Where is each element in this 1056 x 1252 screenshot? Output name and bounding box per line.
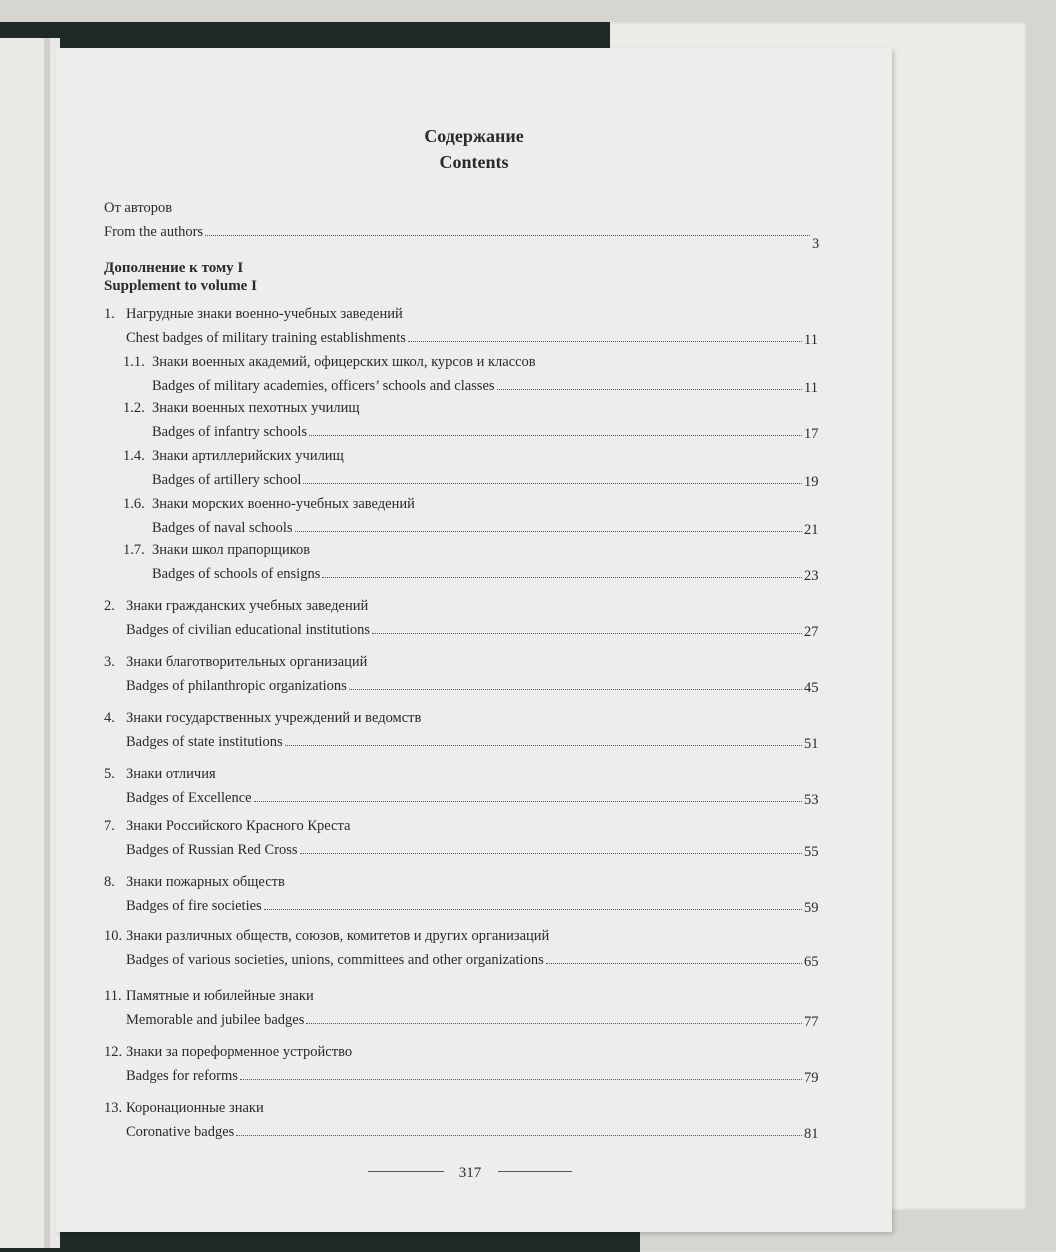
toc-item-title-ru: Знаки Российского Красного Креста [126,818,351,834]
page-number: 317 [458,1165,482,1181]
toc-item-number: 12. [104,1044,123,1060]
toc-item-title-en: Badges of fire societies [126,898,262,914]
toc-item-en-row [152,424,804,441]
title-ru: Содержание [424,126,524,146]
spine-gutter [44,38,50,1248]
toc-item-title-en: Badges of Russian Red Cross [126,842,298,858]
toc-item-page: 65 [804,954,819,970]
toc-item-page: 17 [804,426,819,442]
dot-leader [322,576,802,578]
toc-item-title-ru: Знаки отличия [126,766,216,782]
toc-item-number: 1.6. [123,496,145,512]
toc-item-number: 2. [104,598,115,614]
toc-item-title-ru: Памятные и юбилейные знаки [126,988,314,1004]
toc-item-page: 27 [804,624,819,640]
toc-item-page: 21 [804,522,819,538]
toc-item-en-row [126,678,804,695]
toc-item-page: 81 [804,1126,819,1142]
toc-item-title-ru: Знаки школ прапорщиков [152,542,311,558]
toc-item-en-row [126,1124,804,1141]
toc-item-en-row [152,520,804,537]
toc-item-page: 55 [804,844,819,860]
toc-item-title-ru: Нагрудные знаки военно-учебных заведений [126,306,403,322]
toc-item-title-en: Chest badges of military training establishments [126,330,406,346]
toc-item-title-en: Badges of state institutions [126,734,283,750]
toc-item-title-en: Badges of artillery school [152,472,302,488]
toc-item-title-ru: Знаки государственных учреждений и ведомств [126,710,422,726]
dot-leader [349,688,802,690]
toc-item-title-ru: Знаки за пореформенное устройство [126,1044,353,1060]
toc-item-number: 11. [104,988,122,1004]
dot-leader [300,852,802,854]
preface-en: From the authors [104,224,204,240]
toc-item-number: 4. [104,710,115,726]
toc-item-number: 1.4. [123,448,145,464]
dot-leader [497,388,802,390]
dot-leader [205,234,810,236]
toc-item-en-row [152,378,804,395]
toc-item-page: 19 [804,474,819,490]
toc-item-page: 53 [804,792,819,808]
toc-item-title-ru: Знаки артиллерийских училищ [152,448,344,464]
preface-page: 3 [812,236,820,252]
toc-item-en-row [126,622,804,639]
toc-item-en-row [152,566,804,583]
toc-item-title-en: Badges of naval schools [152,520,293,536]
toc-item-title-ru: Знаки военных пехотных училищ [152,400,360,416]
toc-item-page: 51 [804,736,819,752]
preface-en-row [104,224,812,241]
toc-item-number: 13. [104,1100,123,1116]
toc-item-en-row [126,952,804,969]
supplement-en: Supplement to volume I [104,278,257,294]
toc-item-page: 45 [804,680,819,696]
dot-leader [372,632,802,634]
toc-item-en-row [126,1068,804,1085]
toc-item-en-row [126,330,804,347]
toc-item-number: 1.1. [123,354,145,370]
toc-item-en-row [152,472,804,489]
toc-item-title-ru: Знаки благотворительных организаций [126,654,368,670]
dot-leader [264,908,802,910]
toc-item-en-row [126,1012,804,1029]
toc-item-title-en: Badges of military academies, officers’ schools and classes [152,378,495,394]
contents-page [56,48,892,1232]
toc-item-number: 1.2. [123,400,145,416]
toc-item-en-row [126,898,804,915]
dot-leader [236,1134,802,1136]
toc-item-number: 10. [104,928,123,944]
supplement-ru: Дополнение к тому I [104,260,244,276]
toc-item-number: 8. [104,874,115,890]
toc-item-page: 23 [804,568,819,584]
dot-leader [303,482,802,484]
toc-item-number: 3. [104,654,115,670]
toc-item-number: 7. [104,818,115,834]
toc-item-page: 79 [804,1070,819,1086]
toc-item-title-ru: Знаки пожарных обществ [126,874,285,890]
toc-item-title-ru: Знаки морских военно-учебных заведений [152,496,415,512]
dot-leader [408,340,802,342]
toc-item-title-ru: Знаки гражданских учебных заведений [126,598,369,614]
toc-item-title-en: Memorable and jubilee badges [126,1012,305,1028]
toc-item-page: 11 [804,332,818,348]
dot-leader [295,530,802,532]
toc-item-page: 77 [804,1014,819,1030]
dot-leader [285,744,802,746]
toc-item-title-ru: Коронационные знаки [126,1100,264,1116]
footer-rule-left [368,1171,444,1172]
toc-item-en-row [126,734,804,751]
toc-item-number: 5. [104,766,115,782]
left-page-edge [0,38,60,1248]
toc-item-title-en: Badges of civilian educational institutions [126,622,371,638]
toc-item-page: 11 [804,380,818,396]
dot-leader [306,1022,802,1024]
toc-item-title-en: Badges of Excellence [126,790,252,806]
footer-rule-right [498,1171,572,1172]
toc-item-title-ru: Знаки военных академий, офицерских школ, курсов и классов [152,354,536,370]
dot-leader [240,1078,802,1080]
toc-item-title-en: Badges of schools of ensigns [152,566,321,582]
toc-item-title-en: Badges of philanthropic organizations [126,678,347,694]
dot-leader [254,800,802,802]
toc-item-title-en: Badges of infantry schools [152,424,308,440]
dot-leader [546,962,802,964]
toc-item-title-ru: Знаки различных обществ, союзов, комитетов и других организаций [126,928,550,944]
toc-item-number: 1.7. [123,542,145,558]
toc-item-title-en: Coronative badges [126,1124,235,1140]
title-en: Contents [439,152,509,172]
toc-item-en-row [126,842,804,859]
dot-leader [309,434,802,436]
preface-ru: От авторов [104,200,173,216]
toc-item-title-en: Badges of various societies, unions, committees and other organizations [126,952,544,968]
toc-item-number: 1. [104,306,115,322]
toc-item-title-en: Badges for reforms [126,1068,238,1084]
toc-item-page: 59 [804,900,819,916]
toc-item-en-row [126,790,804,807]
